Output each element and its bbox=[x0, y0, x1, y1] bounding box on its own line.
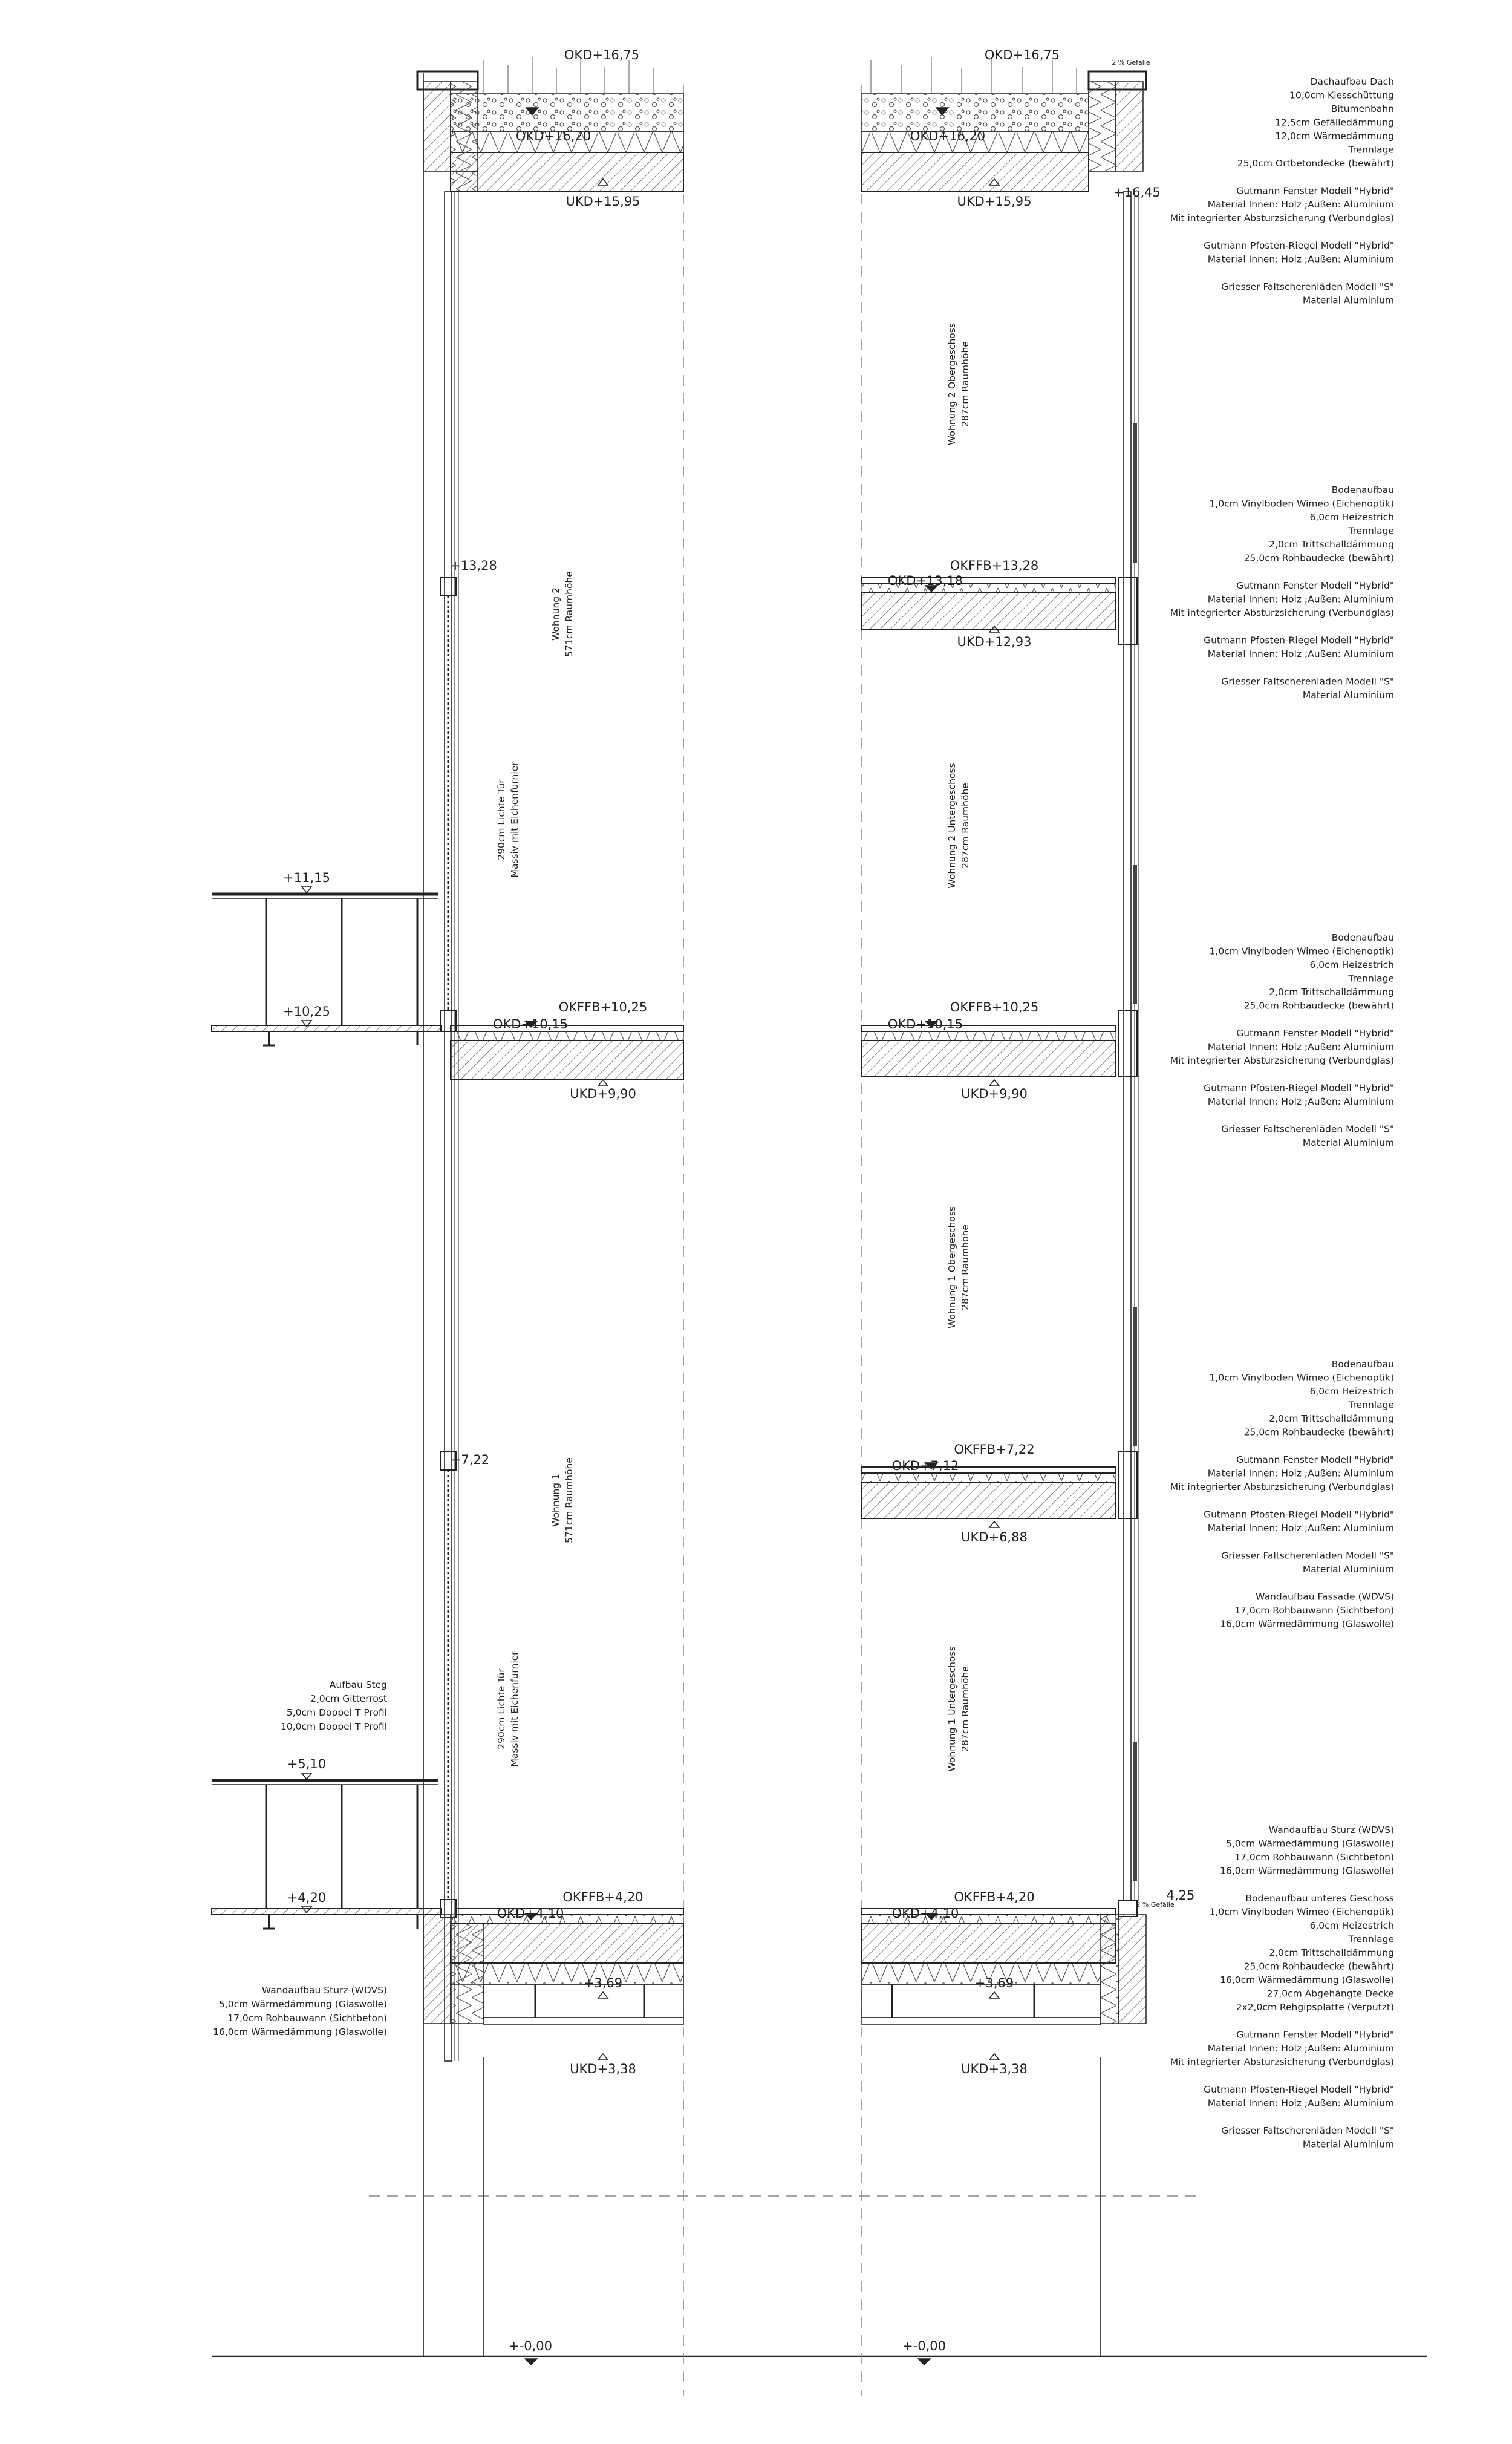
lower-balcony bbox=[212, 1780, 442, 1929]
level-label: +7,22 bbox=[450, 1452, 490, 1467]
spec-note-line: 25,0cm Rohbaudecke (bewährt) bbox=[1243, 552, 1394, 564]
spec-note-line: Dachaufbau Dach bbox=[1310, 76, 1394, 87]
spec-note-line: 1,0cm Vinylboden Wimeo (Eichenoptik) bbox=[1209, 946, 1394, 957]
level-label: UKD+12,93 bbox=[957, 635, 1032, 649]
spec-note-line: 25,0cm Rohbaudecke (bewährt) bbox=[1243, 1961, 1394, 1972]
note-line: Aufbau Steg bbox=[329, 1679, 387, 1690]
level-label: UKD+9,90 bbox=[961, 1086, 1028, 1101]
right-slab-7-22 bbox=[862, 1467, 1116, 1518]
spec-note-line: Mit integrierter Absturzsicherung (Verbundglas) bbox=[1170, 2056, 1394, 2068]
spec-note-line: Material Innen: Holz ;Außen: Aluminium bbox=[1207, 1468, 1394, 1479]
spec-note-line: Gutmann Fenster Modell "Hybrid" bbox=[1236, 580, 1394, 591]
spec-note-line: 12,5cm Gefälledämmung bbox=[1275, 117, 1394, 128]
spec-note-line: Material Aluminium bbox=[1302, 295, 1394, 306]
steg-note bbox=[281, 1679, 387, 1732]
spec-note-line: 16,0cm Wärmedämmung (Glaswolle) bbox=[1220, 1975, 1394, 1985]
spec-note-line: Mit integrierter Absturzsicherung (Verbundglas) bbox=[1170, 1055, 1394, 1066]
spec-note-line: Gutmann Fenster Modell "Hybrid" bbox=[1236, 185, 1394, 197]
right-roof bbox=[862, 57, 1146, 192]
spec-note-line: Material Innen: Holz ;Außen: Aluminium bbox=[1207, 649, 1394, 659]
spec-note-line: Trennlage bbox=[1348, 1933, 1394, 1945]
spec-note-line: Gutmann Pfosten-Riegel Modell "Hybrid" bbox=[1204, 2084, 1394, 2095]
right-slab-base bbox=[862, 1909, 1146, 2025]
level-label: OKFFB+10,25 bbox=[558, 1000, 648, 1015]
room-label: 287cm Raumhöhe bbox=[960, 1666, 971, 1752]
note-line: 5,0cm Wärmedämmung (Glaswolle) bbox=[218, 1999, 387, 2010]
spec-note-line: Bodenaufbau unteres Geschoss bbox=[1245, 1893, 1394, 1904]
spec-note-line: Material Innen: Holz ;Außen: Aluminium bbox=[1207, 1096, 1394, 1107]
spec-note-line: Gutmann Fenster Modell "Hybrid" bbox=[1236, 2029, 1394, 2040]
level-label: +-0,00 bbox=[509, 2339, 552, 2353]
spec-note-line: Griesser Faltscherenläden Modell "S" bbox=[1221, 281, 1394, 292]
left-roof bbox=[417, 57, 683, 192]
spec-note-line: 6,0cm Heizestrich bbox=[1309, 1920, 1394, 1931]
spec-note-line: Material Innen: Holz ;Außen: Aluminium bbox=[1207, 2043, 1394, 2054]
spec-note-line: 27,0cm Abgehängte Decke bbox=[1266, 1988, 1394, 1999]
spec-note-line: Gutmann Pfosten-Riegel Modell "Hybrid" bbox=[1204, 1509, 1394, 1520]
level-label: +16,45 bbox=[1113, 185, 1161, 200]
note-line: 16,0cm Wärmedämmung (Glaswolle) bbox=[213, 2027, 387, 2037]
spec-note-line: Material Innen: Holz ;Außen: Aluminium bbox=[1207, 593, 1394, 605]
spec-note-line: Material Aluminium bbox=[1302, 690, 1394, 701]
level-label: OKFFB+4,20 bbox=[954, 1890, 1035, 1904]
spec-note-line: Wandaufbau Sturz (WDVS) bbox=[1268, 1825, 1394, 1835]
spec-note-line: 10,0cm Kiesschüttung bbox=[1289, 90, 1394, 101]
spec-note-line: Bodenaufbau bbox=[1331, 485, 1394, 495]
room-label: Wohnung 1 Untergeschoss bbox=[947, 1646, 957, 1772]
spec-note-line: 17,0cm Rohbauwann (Sichtbeton) bbox=[1234, 1852, 1394, 1863]
spec-note-line: Mit integrierter Absturzsicherung (Verbundglas) bbox=[1170, 607, 1394, 618]
spec-note-line: 25,0cm Rohbaudecke (bewährt) bbox=[1243, 1000, 1394, 1011]
room-label: Wohnung 1 bbox=[550, 1474, 561, 1527]
sturz-note bbox=[213, 1985, 387, 2037]
spec-note-line: Trennlage bbox=[1348, 1399, 1394, 1411]
spec-note-line: Griesser Faltscherenläden Modell "S" bbox=[1221, 1550, 1394, 1561]
level-label: OKD+10,15 bbox=[492, 1017, 569, 1031]
level-label: UKD+9,90 bbox=[570, 1086, 636, 1101]
upper-balcony bbox=[212, 894, 442, 1045]
spec-note-line: Material Innen: Holz ;Außen: Aluminium bbox=[1207, 1523, 1394, 1534]
spec-note-line: Bitumenbahn bbox=[1331, 103, 1394, 114]
room-label: Massiv mit Eichenfurnier bbox=[509, 762, 520, 878]
spec-note-line: Gutmann Fenster Modell "Hybrid" bbox=[1236, 1028, 1394, 1039]
note-line: 5,0cm Doppel T Profil bbox=[286, 1707, 387, 1718]
level-label: OKD+4,10 bbox=[891, 1906, 959, 1921]
balcony-level-label: +10,25 bbox=[283, 1004, 330, 1019]
left-room-labels bbox=[496, 571, 575, 1766]
spec-note-line: 1,0cm Vinylboden Wimeo (Eichenoptik) bbox=[1209, 1906, 1394, 1918]
room-label: 287cm Raumhöhe bbox=[960, 783, 971, 869]
spec-note-line: Gutmann Fenster Modell "Hybrid" bbox=[1236, 1454, 1394, 1465]
spec-note-line: Gutmann Pfosten-Riegel Modell "Hybrid" bbox=[1204, 1082, 1394, 1094]
room-label: 287cm Raumhöhe bbox=[960, 1224, 971, 1310]
spec-note-line: 25,0cm Rohbaudecke (bewährt) bbox=[1243, 1426, 1394, 1438]
spec-note-line: Gutmann Pfosten-Riegel Modell "Hybrid" bbox=[1204, 240, 1394, 251]
spec-note-line: 1,0cm Vinylboden Wimeo (Eichenoptik) bbox=[1209, 498, 1394, 509]
slope-label: 2 % Gefälle bbox=[1136, 1901, 1175, 1909]
level-label: +3,69 bbox=[974, 1976, 1014, 1990]
level-label: UKD+15,95 bbox=[565, 194, 640, 209]
level-label: +13,28 bbox=[450, 558, 497, 573]
spec-note-line: Griesser Faltscherenläden Modell "S" bbox=[1221, 676, 1394, 687]
spec-note-line: Material Aluminium bbox=[1302, 1137, 1394, 1148]
balcony-level-label: +11,15 bbox=[283, 871, 330, 885]
spec-note-line: 17,0cm Rohbauwann (Sichtbeton) bbox=[1234, 1605, 1394, 1616]
spec-note-line: Material Innen: Holz ;Außen: Aluminium bbox=[1207, 253, 1394, 265]
spec-note-line: 2x2,0cm Rehgipsplatte (Verputzt) bbox=[1236, 2002, 1394, 2013]
spec-note-line: 6,0cm Heizestrich bbox=[1309, 1386, 1394, 1397]
level-label: OKD+16,20 bbox=[515, 129, 591, 143]
note-line: 10,0cm Doppel T Profil bbox=[281, 1721, 387, 1732]
room-label: 290cm Lichte Tür bbox=[496, 779, 507, 860]
level-label: OKFFB+4,20 bbox=[562, 1890, 644, 1904]
level-marker-icons bbox=[302, 108, 999, 2365]
level-label: OKD+7,12 bbox=[891, 1459, 959, 1473]
note-line: Wandaufbau Sturz (WDVS) bbox=[261, 1985, 387, 1996]
level-label: UKD+15,95 bbox=[957, 194, 1032, 209]
level-label: UKD+3,38 bbox=[961, 2062, 1028, 2076]
spec-note-line: 6,0cm Heizestrich bbox=[1309, 512, 1394, 523]
spec-note-line: Gutmann Pfosten-Riegel Modell "Hybrid" bbox=[1204, 635, 1394, 646]
spec-note-line: Griesser Faltscherenläden Modell "S" bbox=[1221, 1123, 1394, 1135]
level-label: OKD+4,10 bbox=[497, 1906, 564, 1921]
spec-note-line: Material Aluminium bbox=[1302, 2138, 1394, 2150]
level-label: OKD+16,75 bbox=[984, 48, 1060, 62]
right-section bbox=[862, 57, 1146, 2025]
room-label: 290cm Lichte Tür bbox=[496, 1668, 507, 1750]
spec-note-line: Bodenaufbau bbox=[1331, 1359, 1394, 1370]
level-label: +3,69 bbox=[583, 1976, 623, 1990]
spec-note-line: 2,0cm Trittschalldämmung bbox=[1269, 539, 1394, 550]
spec-note-line: 5,0cm Wärmedämmung (Glaswolle) bbox=[1225, 1838, 1394, 1849]
spec-note-line: 2,0cm Trittschalldämmung bbox=[1269, 1413, 1394, 1424]
spec-note-line: 2,0cm Trittschalldämmung bbox=[1269, 987, 1394, 998]
room-label: Wohnung 2 Untergeschoss bbox=[947, 763, 957, 889]
room-label: Wohnung 1 Obergeschoss bbox=[947, 1206, 957, 1328]
note-line: 17,0cm Rohbauwann (Sichtbeton) bbox=[227, 2013, 387, 2024]
right-slab-10-25 bbox=[862, 1025, 1116, 1077]
level-label: +-0,00 bbox=[902, 2339, 946, 2353]
spec-note-line: Wandaufbau Fassade (WDVS) bbox=[1256, 1591, 1394, 1603]
right-facade bbox=[1119, 192, 1138, 1916]
level-label: OKD+16,20 bbox=[910, 129, 986, 143]
room-label: Massiv mit Eichenfurnier bbox=[509, 1651, 520, 1767]
left-slab-mid bbox=[451, 1025, 683, 1080]
spec-note-line: 6,0cm Heizestrich bbox=[1309, 959, 1394, 970]
spec-note-line: 12,0cm Wärmedämmung bbox=[1275, 131, 1394, 142]
building-edges bbox=[423, 73, 1101, 2356]
specification-notes bbox=[1170, 76, 1394, 2150]
spec-note-line: 16,0cm Wärmedämmung (Glaswolle) bbox=[1220, 1865, 1394, 1877]
spec-note-line: 16,0cm Wärmedämmung (Glaswolle) bbox=[1220, 1618, 1394, 1630]
spec-note-line: Material Innen: Holz ;Außen: Aluminium bbox=[1207, 1041, 1394, 1053]
spec-note-line: Bodenaufbau bbox=[1331, 932, 1394, 943]
left-slab-base bbox=[423, 1909, 683, 2025]
level-label: OKFFB+7,22 bbox=[954, 1442, 1035, 1457]
right-level-labels bbox=[888, 48, 1194, 2353]
left-section bbox=[212, 57, 683, 2061]
level-label: UKD+3,38 bbox=[570, 2062, 636, 2076]
note-line: 2,0cm Gitterrost bbox=[310, 1693, 387, 1704]
spec-note-line: Mit integrierter Absturzsicherung (Verbundglas) bbox=[1170, 1482, 1394, 1492]
room-label: 571cm Raumhöhe bbox=[564, 1457, 575, 1543]
balcony-level-label: +4,20 bbox=[287, 1890, 327, 1905]
spec-note-line: 2,0cm Trittschalldämmung bbox=[1269, 1947, 1394, 1958]
spec-note-line: Trennlage bbox=[1348, 525, 1394, 537]
level-label: OKD+13,18 bbox=[887, 573, 963, 588]
room-label: Wohnung 2 Obergeschoss bbox=[947, 323, 957, 445]
level-label: UKD+6,88 bbox=[961, 1530, 1028, 1544]
room-label: 287cm Raumhöhe bbox=[960, 341, 971, 427]
level-label: OKFFB+13,28 bbox=[950, 558, 1039, 573]
axis-lines bbox=[369, 85, 1204, 2396]
spec-note-line: Trennlage bbox=[1348, 973, 1394, 984]
spec-note-line: Material Innen: Holz ;Außen: Aluminium bbox=[1207, 199, 1394, 210]
room-label: 571cm Raumhöhe bbox=[564, 571, 575, 657]
spec-note-line: Material Aluminium bbox=[1302, 1564, 1394, 1575]
room-label: Wohnung 2 bbox=[550, 587, 561, 641]
slope-label: 2 % Gefälle bbox=[1112, 59, 1150, 67]
spec-note-line: 1,0cm Vinylboden Wimeo (Eichenoptik) bbox=[1209, 1372, 1394, 1384]
level-label: OKD+16,75 bbox=[564, 48, 640, 62]
spec-note-line: Griesser Faltscherenläden Modell "S" bbox=[1221, 2125, 1394, 2136]
level-label: 4,25 bbox=[1166, 1888, 1195, 1903]
left-facade bbox=[440, 192, 458, 2061]
spec-note-line: Mit integrierter Absturzsicherung (Verbundglas) bbox=[1170, 212, 1394, 224]
level-label: OKFFB+10,25 bbox=[950, 1000, 1039, 1015]
level-label: OKD+10,15 bbox=[887, 1017, 963, 1031]
spec-note-line: Trennlage bbox=[1348, 144, 1394, 155]
spec-note-line: Material Innen: Holz ;Außen: Aluminium bbox=[1207, 2097, 1394, 2109]
balcony-level-label: +5,10 bbox=[287, 1757, 327, 1771]
spec-note-line: 25,0cm Ortbetondecke (bewährt) bbox=[1237, 158, 1394, 169]
